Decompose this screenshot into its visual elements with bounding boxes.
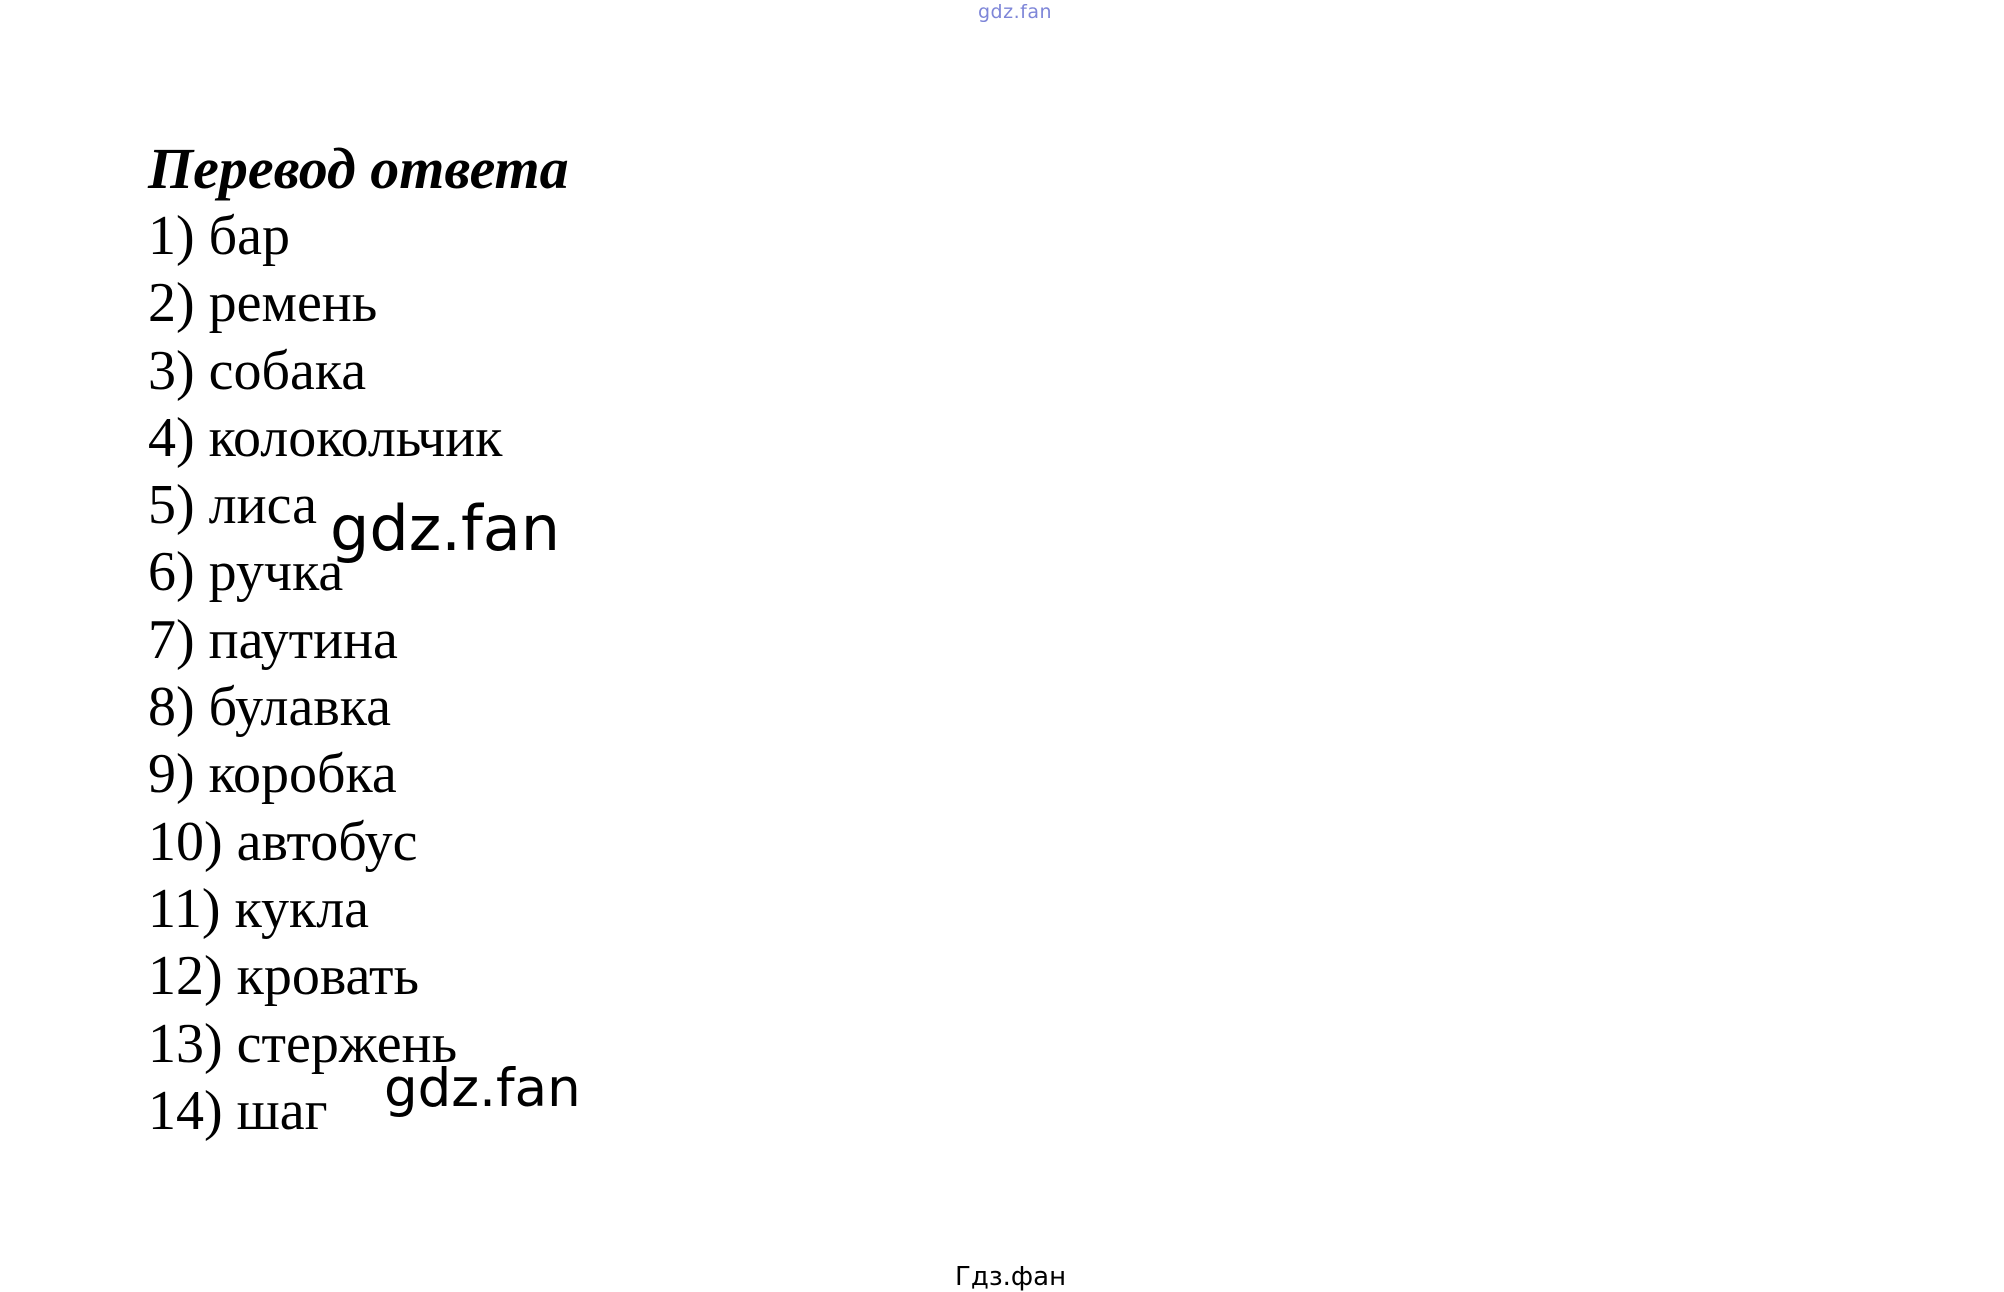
- list-item: 14) шаг: [148, 1079, 328, 1142]
- answer-list: [148, 203, 569, 1145]
- list-item: 6) ручка: [148, 541, 344, 604]
- answer-section: [148, 135, 569, 1145]
- list-item: 5) лиса: [148, 474, 317, 537]
- list-item: 2) ремень: [148, 272, 378, 335]
- watermark-overlay: gdz.fan: [330, 492, 561, 565]
- list-item: 3) собака: [148, 339, 367, 402]
- list-item: 8) булавка: [148, 676, 392, 739]
- page-title: Перевод ответа: [148, 136, 569, 201]
- list-item: 10) автобус: [148, 810, 418, 873]
- list-item: 13) стержень: [148, 1012, 458, 1075]
- watermark-overlay: gdz.fan: [384, 1058, 581, 1119]
- list-item: 1) бар: [148, 205, 290, 267]
- list-item: 11) кукла: [148, 877, 369, 940]
- footer-watermark: Гдз.фан: [955, 1262, 1067, 1292]
- list-item: 4) колокольчик: [148, 406, 503, 469]
- list-item: 7) паутина: [148, 608, 398, 671]
- list-item: 9) коробка: [148, 743, 397, 806]
- list-item: 12) кровать: [148, 945, 419, 1008]
- top-watermark: gdz.fan: [978, 1, 1053, 23]
